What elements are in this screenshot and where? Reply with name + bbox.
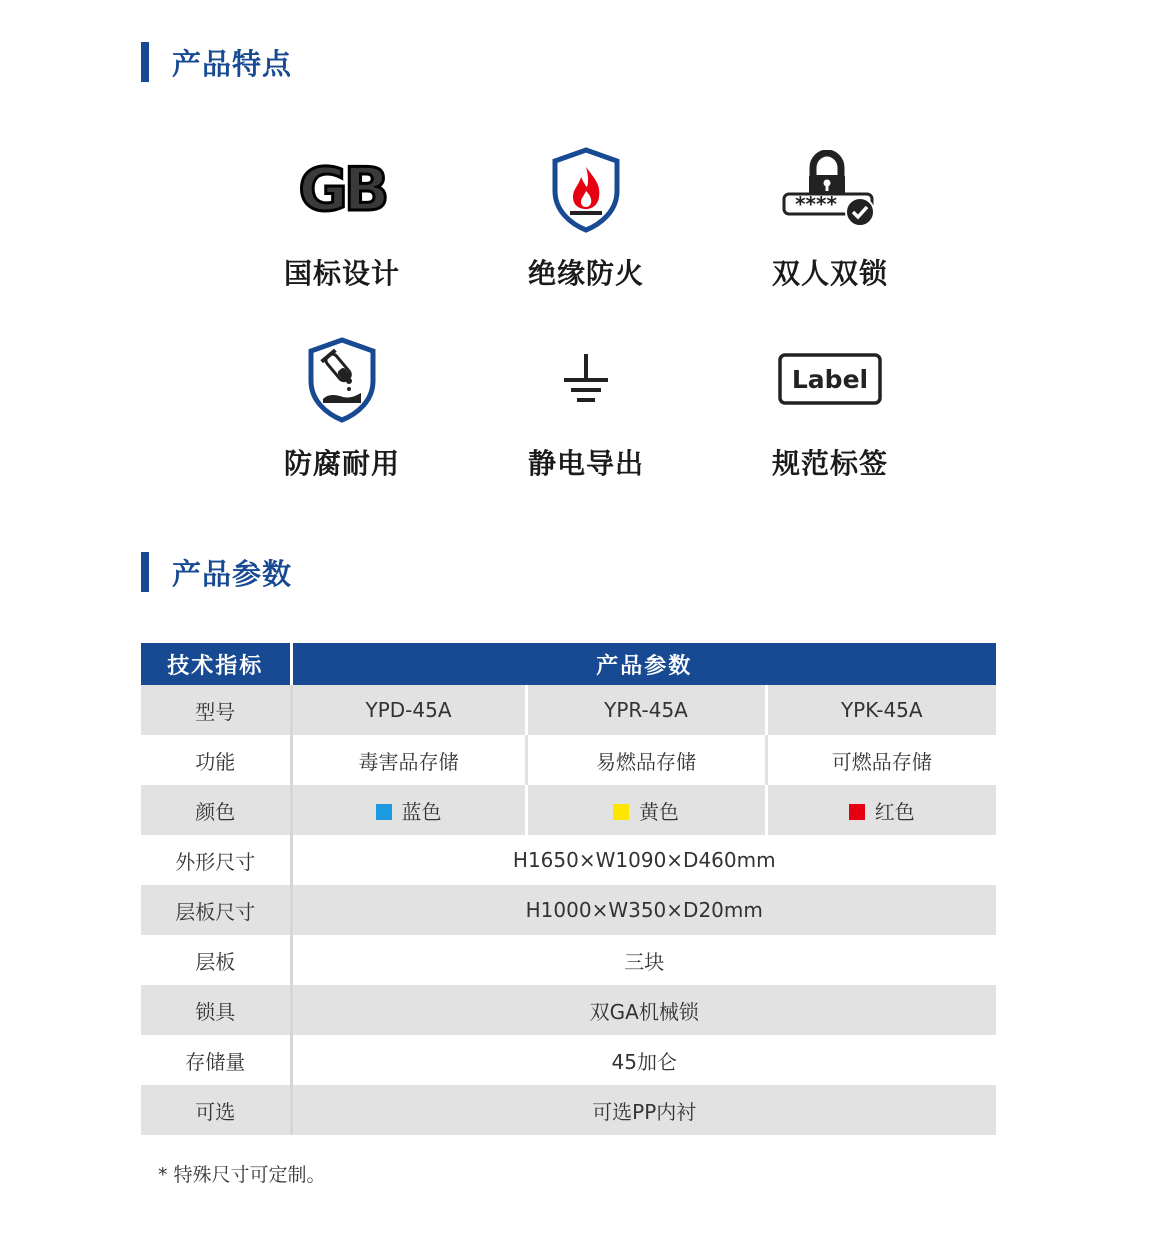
- color-swatch: [613, 804, 629, 820]
- row-key: 功能: [141, 735, 291, 785]
- table-header-row: [141, 643, 996, 685]
- params-table: [141, 643, 996, 1135]
- feature-label: 绝缘防火: [527, 257, 644, 290]
- optional-cell: 可选PP内衬: [291, 1085, 996, 1135]
- color-cell: [526, 785, 766, 835]
- params-title-text: 产品参数: [172, 556, 293, 591]
- fire-shield-icon: [464, 140, 708, 240]
- row-key: 可选: [141, 1085, 291, 1135]
- color-name: 红色: [874, 799, 915, 824]
- model-cell: YPR-45A: [526, 685, 766, 735]
- row-key: 锁具: [141, 985, 291, 1035]
- feature-label: 防腐耐用: [283, 447, 400, 480]
- table-row-function: [141, 735, 996, 785]
- svg-text:Label: Label: [791, 365, 869, 394]
- header-key-cell: 技术指标: [141, 643, 291, 685]
- model-cell: YPK-45A: [766, 685, 996, 735]
- feature-label-tag: [708, 330, 952, 482]
- model-cell: YPD-45A: [291, 685, 526, 735]
- gb-standard-icon: [220, 140, 464, 240]
- chemical-shield-icon: [220, 330, 464, 430]
- color-cell: [766, 785, 996, 835]
- color-name: 蓝色: [401, 799, 442, 824]
- row-key: 存储量: [141, 1035, 291, 1085]
- ground-icon: [464, 330, 708, 430]
- feature-label: 国标设计: [283, 257, 400, 290]
- table-row-outer-size: [141, 835, 996, 885]
- row-key: 型号: [141, 685, 291, 735]
- color-swatch: [376, 804, 392, 820]
- table-row-capacity: [141, 1035, 996, 1085]
- features-section-title: [141, 42, 292, 82]
- color-swatch: [849, 804, 865, 820]
- label-tag-icon: [708, 330, 952, 430]
- params-section-title: [141, 552, 292, 592]
- feature-ground: [464, 330, 708, 482]
- table-row-optional: [141, 1085, 996, 1135]
- feature-label: 规范标签: [771, 447, 888, 480]
- table-row-color: [141, 785, 996, 835]
- title-accent-bar: [141, 42, 149, 82]
- feature-gb: [220, 140, 464, 292]
- table-row-shelf-size: [141, 885, 996, 935]
- shelves-cell: 三块: [291, 935, 996, 985]
- row-key: 层板: [141, 935, 291, 985]
- feature-label: 静电导出: [527, 447, 644, 480]
- title-accent-bar: [141, 552, 149, 592]
- footnote: * 特殊尺寸可定制。: [158, 1164, 326, 1186]
- feature-lock: [708, 140, 952, 292]
- row-key: 外形尺寸: [141, 835, 291, 885]
- svg-text:****: ****: [795, 192, 837, 216]
- feature-label: 双人双锁: [771, 257, 888, 290]
- color-cell: [291, 785, 526, 835]
- row-key: 颜色: [141, 785, 291, 835]
- table-row-lock: [141, 985, 996, 1035]
- function-cell: 可燃品存储: [766, 735, 996, 785]
- lock-cell: 双GA机械锁: [291, 985, 996, 1035]
- features-title-text: 产品特点: [172, 46, 293, 81]
- feature-fire: [464, 140, 708, 292]
- feature-corrosion: [220, 330, 464, 482]
- table-row-shelves: [141, 935, 996, 985]
- outer-size-cell: H1650×W1090×D460mm: [291, 835, 996, 885]
- row-key: 层板尺寸: [141, 885, 291, 935]
- function-cell: 毒害品存储: [291, 735, 526, 785]
- header-value-cell: 产品参数: [291, 643, 996, 685]
- table-row-model: [141, 685, 996, 735]
- color-name: 黄色: [639, 799, 679, 824]
- capacity-cell: 45加仑: [291, 1035, 996, 1085]
- shelf-size-cell: H1000×W350×D20mm: [291, 885, 996, 935]
- function-cell: 易燃品存储: [526, 735, 766, 785]
- svg-text:GB: GB: [298, 155, 386, 225]
- padlock-password-icon: [708, 140, 952, 240]
